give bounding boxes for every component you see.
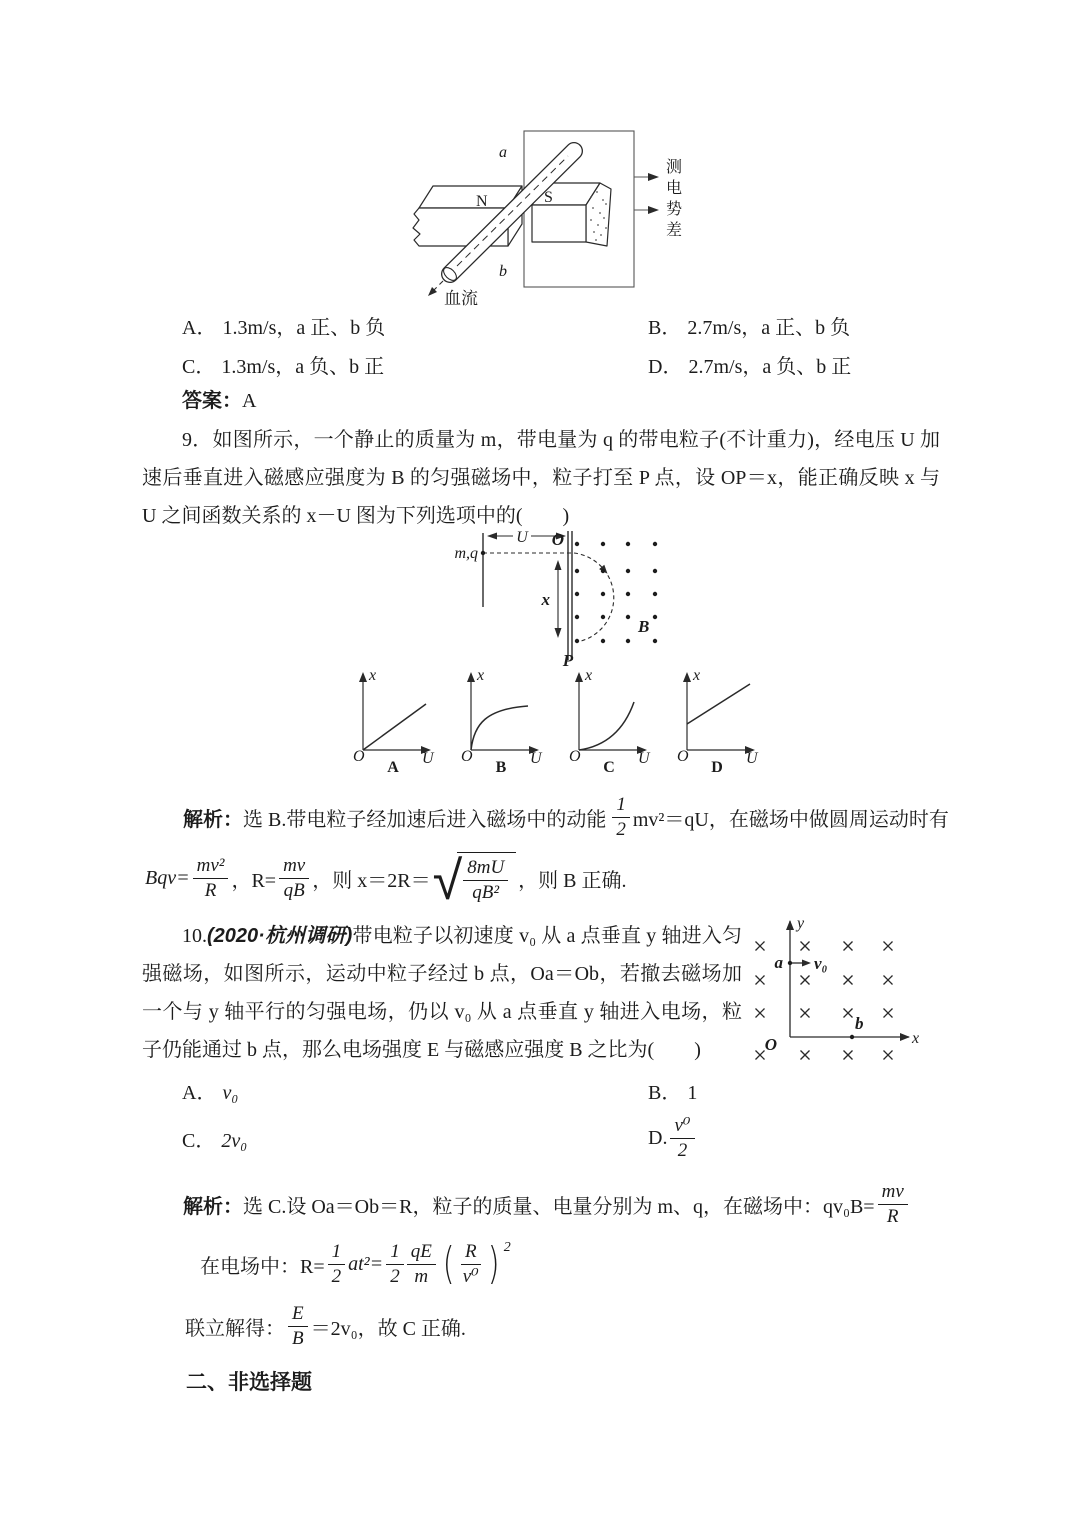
magnet-s-label: S [544,189,553,206]
q8-option-c-key: C． [182,356,216,378]
fraction-one-half-2: $\frac{1}{2}$ [386,1241,404,1288]
magnet-n-label: N [476,193,488,210]
q8-option-d-text: 2.7m/s，a 负、b 正 [688,356,852,378]
graph-origin-label: O [569,748,581,765]
particle-dot [481,551,485,555]
y-axis-label: y [797,915,805,932]
fraction-mv-over-r: $\frac{mv}{R}$ [878,1181,908,1228]
curve-linear [363,704,426,750]
electrode-b-label: b [499,263,507,280]
q8-option-c-text: 1.3m/s，a 负、b 正 [221,356,385,378]
section-heading: 二、非选择题 [186,1371,312,1394]
graph-xlabel: U [638,750,650,767]
graph-letter: D [711,759,723,774]
q8-answer-line [182,384,256,413]
fraction-one-half: $\frac{1}{2}$ [328,1241,346,1288]
q10-source: (2020·杭州调研) [207,925,353,947]
q10-number: 10. [182,925,207,947]
particle-label: m,q [454,545,478,562]
square-root [432,849,517,912]
graph-letter: B [495,759,507,774]
q8-option-a-text: 1.3m/s，a 正、b 负 [222,317,386,339]
q9-stem [142,421,940,535]
x-axis-label: x [912,1030,920,1047]
q9-solution-line1 [183,791,949,843]
point-p-label: P [562,651,574,669]
q10-option-a [182,1076,238,1105]
q8-option-a [182,311,385,340]
trajectory-path [574,553,614,641]
graph-origin-label: O [677,748,689,765]
q10-option-a-text: v₀ [222,1082,239,1104]
point-a-label: a [774,953,783,972]
velocity-label: v₀ [814,954,828,973]
meter-label [666,158,682,239]
q10-option-d-key: D. [648,1126,668,1149]
q9-eq-sep2: ，则 x＝2R＝ [312,869,431,892]
q10-option-b-text: 1 [687,1082,698,1104]
fraction-8mu-over-qb2: $\frac{8mU}{\text{qB²}}$ [463,857,508,904]
fraction-v0-over-2: $\frac{\text{v⁰}}{2}$ [670,1115,694,1162]
q8-option-b [648,311,850,340]
q9-solution-after-half: mv²＝qU，在磁场中做圆周运动时有 [632,808,949,831]
q10-solution-line1-text: 选 C.设 Oa＝Ob＝R，粒子的质量、电量分别为 m、q，在磁场中：qv₀B= [243,1195,875,1218]
point-b-label: b [855,1014,864,1033]
q10-stem [142,917,742,1069]
exponent: 2 [503,1240,511,1255]
graph-xlabel: U [746,750,758,767]
q9-solution-intro: 选 B.带电粒子经加速后进入磁场中的动能 [243,808,607,831]
graph-option-a [338,660,438,774]
curve-convex [579,702,634,750]
q10-option-c [182,1124,247,1153]
svg-text:电: 电 [666,180,683,197]
solution-label: 解析： [183,808,243,831]
point-a-dot [788,961,792,965]
graph-ylabel: x [369,667,377,684]
q9-eq-bqv: Bqv= [145,866,190,889]
q10-efield-pre: 在电场中：R= [200,1255,325,1278]
graph-letter: A [387,759,399,774]
q8-option-d [648,350,851,379]
field-b-label: B [638,617,650,636]
graph-xlabel: U [530,750,542,767]
q8-option-d-key: D． [648,356,683,378]
q8-option-b-key: B． [648,317,682,339]
answer-label: 答案： [182,390,242,412]
q9-field-figure [435,527,705,669]
graph-ylabel: x [585,667,593,684]
solution-label: 解析： [183,1195,243,1218]
q10-combine-post: ＝2v₀，故 C 正确. [310,1317,466,1340]
q10-option-b-key: B． [648,1082,682,1104]
fraction-e-over-b: $\frac{E}{B}$ [288,1303,308,1350]
electrode-a-label: a [499,144,507,161]
q9-solution-line2 [145,846,627,910]
q8-option-c [182,350,384,379]
q9-solution-tail: ，则 B 正确. [518,869,627,892]
graph-origin-label: O [353,748,365,765]
graph-letter: C [603,759,615,774]
curve-linear-intercept [687,684,750,724]
origin-label: O [551,530,564,549]
q8-answer-value: A [242,390,257,412]
q8-option-a-key: A． [182,317,217,339]
graph-ylabel: x [477,667,485,684]
point-b-dot [850,1035,854,1039]
q8-option-b-text: 2.7m/s，a 正、b 负 [687,317,851,339]
graph-option-c [554,660,654,774]
distance-label: x [541,590,550,609]
graph-xlabel: U [422,750,434,767]
curve-concave [471,706,528,750]
q10-option-c-key: C． [182,1130,216,1152]
radical-sign: √ [432,849,463,912]
svg-text:势: 势 [666,201,683,218]
graph-option-b [446,660,546,774]
fraction-r-over-v0: $\frac{R}{\text{v⁰}}$ [462,1240,479,1287]
q10-field-figure [745,906,930,1084]
svg-text:测: 测 [666,159,683,176]
graph-ylabel: x [693,667,701,684]
svg-text:差: 差 [666,222,683,239]
origin-label: O [764,1035,777,1054]
q9-eq-sep1: ，R= [231,869,277,892]
q9-graph-options [338,660,762,774]
fraction-one-half: $\frac{1}{2}$ [612,794,630,841]
q10-solution-line3 [185,1298,466,1354]
q9-stem-text: 9．如图所示，一个静止的质量为 m，带电量为 q 的带电粒子(不计重力)，经电压 U 加速后垂直进入磁感应强度为 B 的匀强磁场中，粒子打至 P 点，设 OP＝x，能正确反映 x 与 U 之间函数关系的 x－U 图为下列选项中的( ) [142,429,940,527]
graph-origin-label: O [461,748,473,765]
fraction-mv-over-qb: $\frac{mv}{qB}$ [279,855,309,902]
q10-stem-text: 带电粒子以初速度 v₀ 从 a 点垂直 y 轴进入匀强磁场，如图所示，运动中粒子经过 b 点，Oa＝Ob，若撤去磁场加一个与 y 轴平行的匀强电场，仍以 v₀ 从 a 点垂直 y 轴进入电场，粒子仍能通过 b 点，那么电场强度 E 与磁感应强度 B 之比为( ) [142,925,742,1061]
meter-lead-arrows [648,173,659,214]
blood-flow-label: 血流 [444,289,478,308]
voltage-label: U [516,529,528,546]
q10-solution-line1 [183,1178,911,1230]
q10-efield-mid: at²= [348,1252,384,1275]
q10-option-a-key: A． [182,1082,217,1104]
velocity-arrowhead [802,960,811,967]
q10-combine-pre: 联立解得： [185,1317,285,1340]
fraction-qe-over-m: $\frac{qE}{m}$ [407,1241,436,1288]
plates [483,531,572,660]
q10-option-b [648,1076,697,1105]
blood-flow-meter-figure [410,112,720,312]
q10-option-c-text: 2v₀ [221,1130,248,1152]
q10-solution-line2: 在电场中：R= $\frac{1}{2}$ at²= $\frac{1}{2}$ $\frac{qE}{m}$ ( $\frac{R}{\text{v⁰}}$ ) 2 [200,1238,511,1289]
fraction-mv2-over-r: $\frac{\text{mv²}}{R}$ [193,855,229,902]
graph-option-d [662,660,762,774]
q10-option-d [648,1108,698,1168]
